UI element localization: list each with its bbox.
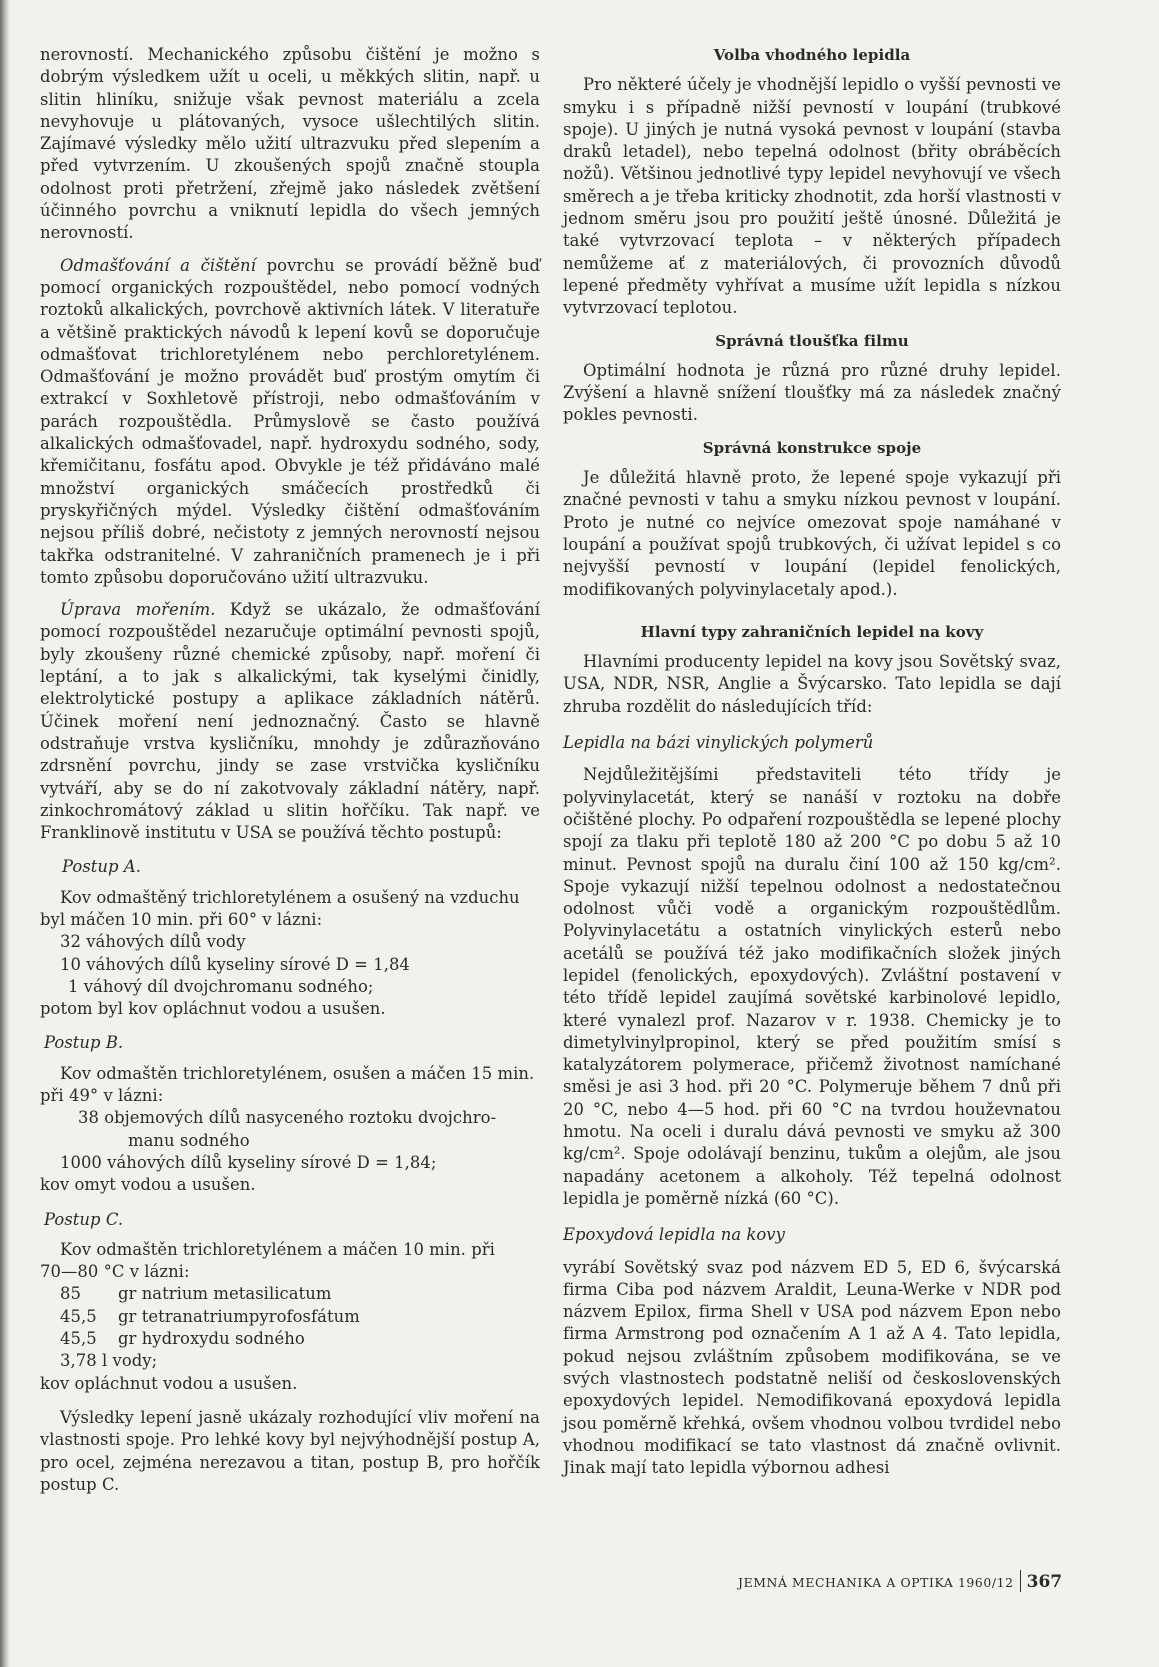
recipe-line [40,1328,540,1350]
ingredient: gr tetranatriumpyrofosfátum [118,1306,360,1326]
section-heading: Správná tloušťka filmu [715,331,909,350]
footer-divider [1020,1570,1021,1592]
recipe-line: 1 váhový díl dvojchromanu sodného; [68,976,374,996]
paragraph-body: povrchu se provádí běžně buď pomocí organických rozpouštědel, nebo pomocí vodných roztoků alkalických, povrchově aktivních látek. V literatuře a většině praktických návodů k lepení kovů se doporučuje odmašťovat trichloretylénem nebo perchloretylénem. Odmašťování je možno provádět buď prostým omytím či extrakcí v Soxhletově přístroji, nebo odmašťováním v parách rozpouštědla. Průmyslově se často používá alkalických odmašťovadel, např. hydroxydu sodného, sody, křemičitanu, fosfátu apod. Obvykle je též přidáváno malé množství organických smáčecích prostředků či pryskyřičných mýdel. Výsledky čištění odmašťováním nejsou příliš dobré, nečistoty z jemných nerovností nejsou takřka odstranitelné. V zahraničních pramenech je i při tomto způsobu doporučováno užití ultrazvuku. [40,255,540,587]
binding-shadow [0,0,10,1667]
paragraph: Optimální hodnota je různá pro různé druhy lepidel. Zvýšení a hlavně snížení tloušťky má za následek značný pokles pevnosti. [563,360,1061,425]
postup-b-title: Postup B. [44,1033,124,1053]
recipe-line [40,1283,540,1305]
quantity: 85 [60,1284,81,1304]
recipe-line: byl máčen 10 min. při 60° v lázni: [40,909,323,929]
section-heading: Hlavní typy zahraničních lepidel na kovy [640,622,984,641]
paragraph: nerovností. Mechanického způsobu čištění je možno s dobrým výsledkem užít u oceli, u měkkých slitin, např. u slitin hliníku, snižuje však pevnost materiálu a zcela nevyhovuje u plátovaných, vysoce ušlechtilých slitin. Zajímavé výsledky mělo užití ultrazvuku před slepením a před vytvrzením. U zkoušených spojů značně stoupla odolnost proti přetržení, zřejmě jako následek zvětšení účinného povrchu a vniknutí lepidla do všech jemných nerovností. [40,45,540,243]
paragraph: vyrábí Sovětský svaz pod názvem ED 5, ED 6, švýcarská firma Ciba pod názvem Araldit, Leuna-Werke v NDR pod názvem Epilox, firma Shell v USA pod názvem Epon nebo firma Armstrong pod označením A 1 až A 4. Tato lepidla, pokud nejsou zvláštním způsobem modifikována, se ve svých vlastnostech podstatně neliší od československých epoxydových lepidel. Nemodifikovaná epoxydová lepidla jsou poměrně křehká, ovšem vhodnou volbou tvrdidel nebo vhodnou modifikací se tato vlastnost dá značně ovlivnit. Jinak mají tato lepidla výbornou adhesi [563,1257,1061,1478]
recipe-line: kov opláchnut vodou a usušen. [40,1373,298,1393]
paragraph: Pro některé účely je vhodnější lepidlo o vyšší pevnosti ve smyku i s případně nižší pevností v loupání (trubkové spoje). U jiných je nutná vysoká pevnost v loupání (stavba draků letadel), nebo tepelná odolnost (břity obráběcích nožů). Většinou jednotlivé typy lepidel nevyhovují ve všech směrech a je třeba kriticky zhodnotit, zda horší vlastnosti v jednom směru jsou pro použití ještě únosné. Důležitá je také vytvrzovací teplota – v některých případech nemůžeme ať z materiálových, či provozních důvodů lepené předměty vyhřívat a musíme užít lepidla s nízkou vytvrzovací teplotou. [563,75,1061,318]
recipe-line: Kov odmaštěný trichloretylénem a osušený na vzduchu [60,887,520,907]
recipe-line: při 49° v lázni: [40,1086,164,1106]
journal-name: JEMNÁ MECHANIKA A OPTIKA 1960/12 [738,1575,1014,1590]
ingredient: gr natrium metasilicatum [118,1284,332,1304]
right-column [563,44,1061,1490]
paragraph: Hlavními producenty lepidel na kovy jsou Sovětský svaz, USA, NDR, NSR, Anglie a Švýcarsko. Tato lepidla se dají zhruba rozdělit do následujících tříd: [563,652,1061,716]
paragraph-lead: Odmašťování a čištění [60,255,256,275]
recipe-line: 3,78 l vody; [60,1351,158,1371]
recipe-line: Kov odmaštěn trichloretylénem a máčen 10 min. při [60,1239,495,1259]
paragraph-lead: Úprava mořením. [60,600,216,620]
recipe-line: Kov odmaštěn trichloretylénem, osušen a máčen 15 min. [60,1063,535,1083]
postup-a-title: Postup A. [62,857,141,877]
recipe-line: 70—80 °C v lázni: [40,1262,190,1282]
section-heading: Správná konstrukce spoje [702,438,922,457]
quantity: 45,5 [60,1329,97,1349]
recipe-line: 38 objemových dílů nasyceného roztoku dvojchro- [78,1108,497,1128]
page-footer [738,1570,1062,1592]
postup-b-recipe [40,1063,540,1197]
paragraph [40,599,540,844]
recipe-line: kov omyt vodou a usušen. [40,1175,256,1195]
paragraph: Výsledky lepení jasně ukázaly rozhodující vliv moření na vlastnosti spoje. Pro lehké kovy byl nejvýhodnější postup A, pro ocel, zejména nerezavou a titan, postup B, pro hořčík postup C. [40,1407,540,1494]
postup-c-title: Postup C. [44,1209,124,1229]
paragraph: Nejdůležitějšími představiteli této třídy je polyvinylacetát, který se nanáší v roztoku na dobře očištěné plochy. Po odpaření rozpouštědla se lepené plochy spojí za tlaku při teplotě 180 až 200 °C po dobu 5 až 10 minut. Pevnost spojů na duralu činí 100 až 150 kg/cm². Spoje vykazují nižší tepelnou odolnost a nedostatečnou odolnost vůči vodě a organickým rozpouštědlům. Polyvinylacetátu a ostatních vinylických esterů nebo acetálů se používá též jako modifikačních složek jiných lepidel (fenolických, epoxydových). Zvláštní postavení v této třídě lepidel zaujímá sovětské karbinolové lepidlo, které vynalezl prof. Nazarov v r. 1938. Chemicky je to dimetylvinylpropinol, který se před použitím smísí s katalyzátorem polymerace, přičemž životnost namíchané směsi je asi 3 hod. při 20 °C. Polymeruje během 7 dnů při 20 °C, nebo 4—5 hod. při 60 °C na tvrdou houževnatou hmotu. Na oceli i duralu dává pevnosti ve smyku až 300 kg/cm². Spoje odolávají benzinu, tukům a olejům, ale jsou napadány acetonem a alkoholy. Též tepelná odolnost lepidla je poměrně nízká (60 °C). [563,765,1061,1208]
quantity: 45,5 [60,1306,97,1326]
section-heading: Volba vhodného lepidla [713,46,911,64]
left-column [40,44,540,1506]
recipe-line [40,1306,540,1328]
subsection-heading: Lepidla na bázi vinylických polymerů [563,733,874,753]
recipe-line: 10 váhových dílů kyseliny sírové D = 1,84 [60,954,410,974]
paragraph [40,255,540,589]
page-number: 367 [1026,1572,1063,1592]
paragraph: Je důležitá hlavně proto, že lepené spoje vykazují při značné pevnosti v tahu a smyku nízkou pevnost v loupání. Proto je nutné co nejvíce omezovat spoje namáhané v loupání a používat spojů trubkových, či užívat lepidel s co nejvyšší pevností v loupání (lepidel fenolických, modifikovaných polyvinylacetaly apod.). [563,468,1061,599]
postup-c-recipe [40,1239,540,1395]
recipe-line: manu sodného [128,1130,250,1150]
subsection-heading: Epoxydová lepidla na kovy [563,1225,785,1245]
ingredient: gr hydroxydu sodného [118,1329,305,1349]
recipe-line: 1000 váhových dílů kyseliny sírové D = 1,84; [60,1152,437,1172]
paragraph-body: Když se ukázalo, že odmašťování pomocí rozpouštědel nezaručuje optimální pevnosti spojů, byly zkoušeny různé chemické způsoby, např. moření či leptání, a to jak s alkalickými, tak kyselými činidly, elektrolytické postupy a aplikace základních nátěrů. Účinek moření není jednoznačný. Často se hlavně odstraňuje vrstva kysličníku, mnohdy je zdůrazňováno zdrsnění povrchu, jindy se zase vrstvička kysličníku vytváří, aby se do ní zakotvovaly základní nátěry, např. zinkochromátový základ u slitin hořčíku. Tak např. ve Franklinově institutu v USA se používá těchto postupů: [40,600,540,843]
postup-a-recipe [40,887,540,1021]
recipe-line: 32 váhových dílů vody [60,932,246,952]
recipe-line: potom byl kov opláchnut vodou a usušen. [40,999,386,1019]
